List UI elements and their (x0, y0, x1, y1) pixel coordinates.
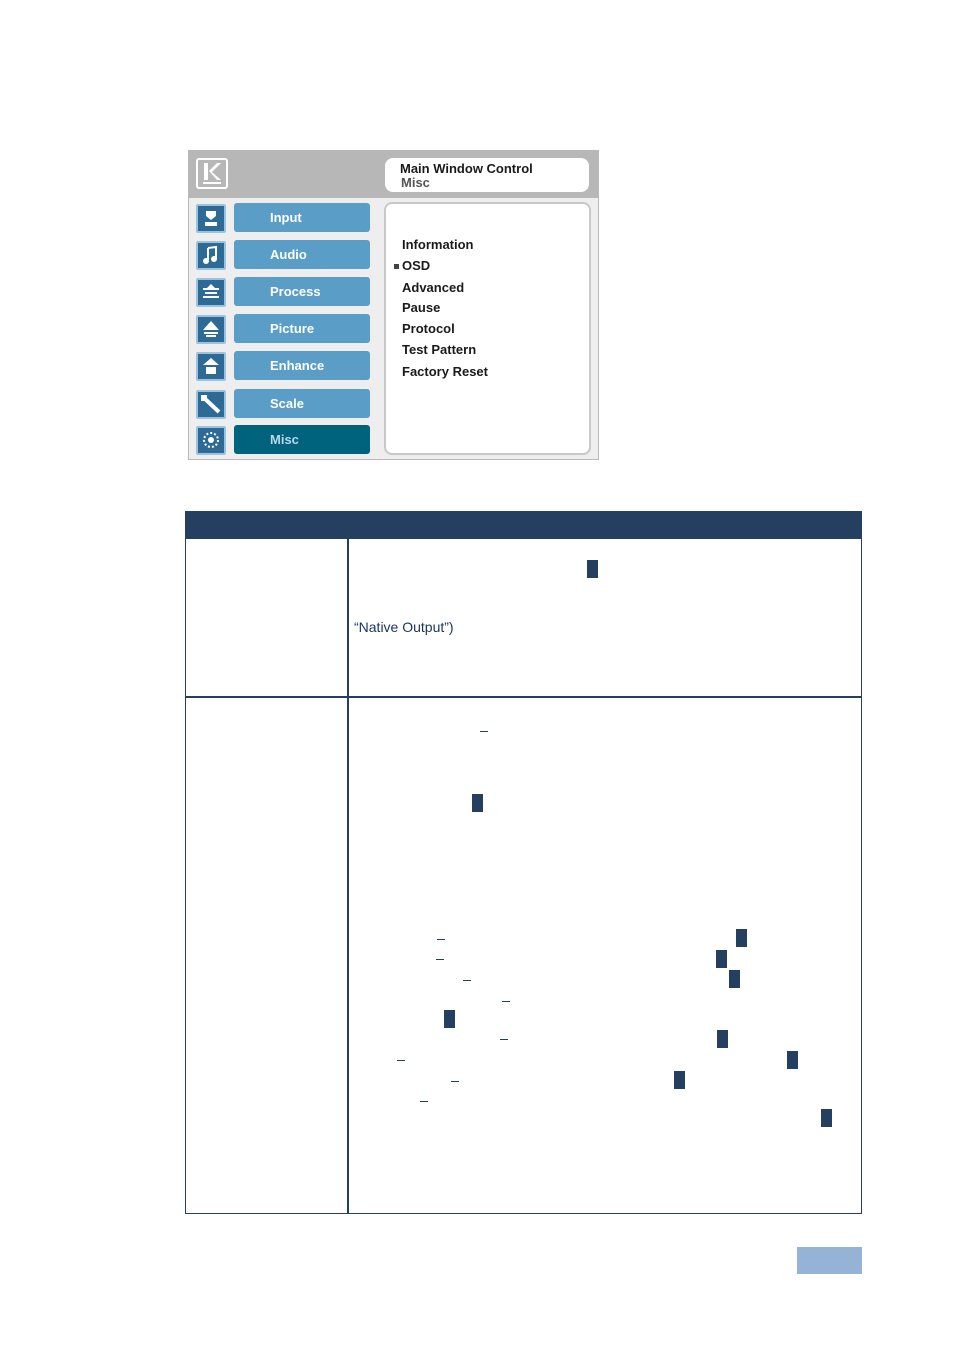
window-subtitle: Misc (401, 175, 430, 190)
osd-header (189, 151, 598, 198)
audio-icon[interactable] (196, 241, 226, 270)
window-title: Main Window Control (400, 161, 533, 176)
nav-button-picture[interactable]: Picture (234, 314, 370, 343)
nav-button-scale[interactable]: Scale (234, 389, 370, 418)
enhance-icon[interactable] (196, 352, 226, 381)
menu-item-osd[interactable]: OSD (402, 258, 431, 273)
input-icon[interactable] (196, 204, 226, 233)
column-divider (347, 512, 349, 1213)
description-table (185, 511, 862, 1214)
menu-item-advanced[interactable]: Advanced (402, 280, 465, 295)
dash-mark (437, 939, 445, 940)
redaction-mark (736, 929, 747, 947)
redaction-mark (717, 1030, 728, 1048)
redaction-mark (472, 794, 483, 812)
menu-item-information[interactable]: Information (402, 237, 474, 252)
osd-menu-screenshot (188, 150, 599, 460)
menu-item-pause[interactable]: Pause (402, 300, 441, 315)
nav-button-input[interactable]: Input (234, 203, 370, 232)
title-box (385, 158, 589, 192)
nav-button-enhance[interactable]: Enhance (234, 351, 370, 380)
scale-icon[interactable] (196, 390, 226, 419)
nav-button-process[interactable]: Process (234, 277, 370, 306)
menu-item-protocol[interactable]: Protocol (402, 321, 455, 336)
dash-mark (463, 980, 471, 981)
dash-mark (397, 1060, 405, 1061)
row-divider (186, 696, 861, 698)
menu-item-test-pattern[interactable]: Test Pattern (402, 342, 477, 357)
dash-mark (502, 1001, 510, 1002)
dash-mark (420, 1101, 428, 1102)
redaction-mark (716, 950, 727, 968)
misc-icon[interactable] (196, 426, 226, 455)
misc-submenu-panel (384, 202, 591, 455)
redaction-mark (787, 1051, 798, 1069)
dash-mark (451, 1081, 459, 1082)
dash-mark (500, 1039, 508, 1040)
page-number-tab (797, 1247, 862, 1274)
row1-text: “Native Output”) (354, 619, 454, 635)
process-icon[interactable] (196, 278, 226, 307)
picture-icon[interactable] (196, 315, 226, 344)
menu-item-factory-reset[interactable]: Factory Reset (402, 364, 488, 379)
redaction-mark (444, 1010, 455, 1028)
dash-mark (436, 959, 444, 960)
dash-mark (480, 731, 488, 732)
redaction-mark (674, 1071, 685, 1089)
kramer-logo (196, 158, 228, 189)
nav-button-misc[interactable]: Misc (234, 425, 370, 454)
redaction-mark (587, 560, 598, 578)
selected-bullet (394, 264, 399, 269)
nav-button-audio[interactable]: Audio (234, 240, 370, 269)
redaction-mark (821, 1109, 832, 1127)
redaction-mark (729, 970, 740, 988)
table-header (186, 512, 861, 539)
